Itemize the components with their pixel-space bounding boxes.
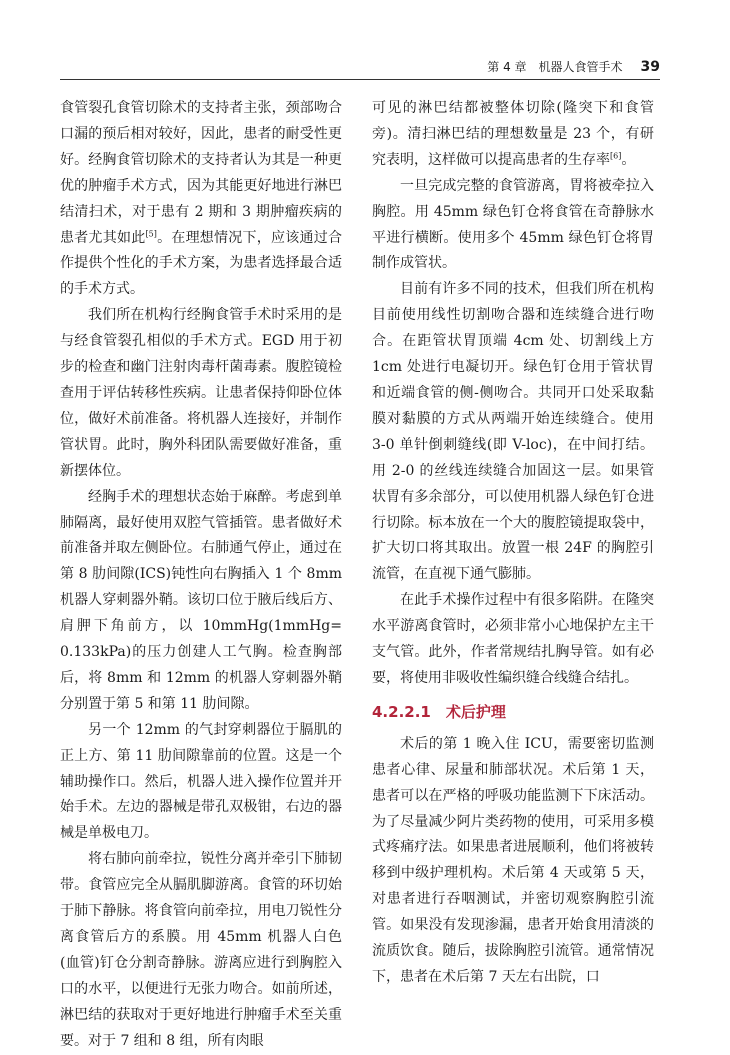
paragraph: 另一个 12mm 的气封穿刺器位于膈肌的正上方、第 11 肋间隙靠前的位置。这是一个辅助操作口。然后，机器人进入操作位置并开始手术。左边的器械是带孔双极钳，右边的器械是单极电刀。 (60, 721, 342, 842)
chapter-title: 第 4 章 机器人食管手术 (487, 60, 623, 74)
paragraph: 可见的淋巴结都被整体切除(隆突下和食管旁)。清扫淋巴结的理想数量是 23 个，有研究表明，这样做可以提高患者的生存率[6]。 (372, 100, 654, 168)
running-header (60, 46, 660, 80)
page-number: 39 (640, 59, 660, 75)
paragraph: 经胸手术的理想状态始于麻醉。考虑到单肺隔离，最好使用双腔气管插管。患者做好术前准备并取左侧卧位。右肺通气停止，通过在第 8 肋间隙(ICS)钝性向右胸插入 1 个 8mm 机器人穿刺器外鞘。该切口位于腋后线后方、肩胛下角前方，以 10mmHg(1mmHg= 0.133kPa)的压力创建人工气胸。检查胸部后，将 8mm 和 12mm 的机器人穿刺器外鞘分别置于第 5 和第 11 肋间隙。 (60, 488, 342, 712)
paragraph: 食管裂孔食管切除术的支持者主张，颈部吻合口漏的预后相对较好，因此，患者的耐受性更好。经胸食管切除术的支持者认为其是一种更优的肿瘤手术方式，因为其能更好地进行淋巴结清扫术，对于患有 2 期和 3 期肿瘤疾病的患者尤其如此[5]。在理想情况下，应该通过合作提供个性化的手术方案，为患者选择最合适的手术方式。 (60, 100, 343, 298)
paragraph: 术后的第 1 晚入住 ICU，需要密切监测患者心律、尿量和肺部状况。术后第 1 天，患者可以在严格的呼吸功能监测下下床活动。为了尽量减少阿片类药物的使用，可采用多模式疼痛疗法。如果患者进展顺利，他们将被转移到中级护理机构。术后第 4 天或第 5 天，对患者进行吞咽测试，并密切观察胸腔引流管。如果没有发现渗漏，患者开始食用清淡的流质饮食。随后，拔除胸腔引流管。通常情况下，患者在术后第 7 天左右出院，口 (372, 735, 654, 985)
right-column (372, 96, 654, 991)
left-column (60, 96, 342, 1055)
paragraph: 将右肺向前牵拉，锐性分离并牵引下肺韧带。食管应完全从膈肌脚游离。食管的环切始于肺下静脉。将食管向前牵拉，用电刀锐性分离食管后方的系膜。用 45mm 机器人白色(血管)钉仓分割奇静脉。游离应进行到胸腔入口的水平，以便进行无张力吻合。如前所述，淋巴结的获取对于更好地进行肿瘤手术至关重要。对于 7 组和 8 组，所有肉眼 (60, 851, 342, 1049)
paragraph: 目前有许多不同的技术，但我们所在机构目前使用线性切割吻合器和连续缝合进行吻合。在距管状胃顶端 4cm 处、切割线上方 1cm 处进行电凝切开。绿色钉仓用于管状胃和近端食管的侧-侧吻合。共同开口处采取黏膜对黏膜的方式从两端开始连续缝合。使用 3-0 单针倒刺缝线(即 V-loc)，在中间打结。用 2-0 的丝线连续缝合加固这一层。如果管状胃有多余部分，可以使用机器人绿色钉仓进行切除。标本放在一个大的腹腔镜提取袋中，扩大切口将其取出。放置一根 24F 的胸腔引流管，在直视下通气膨肺。 (372, 281, 654, 583)
paragraph: 在此手术操作过程中有很多陷阱。在隆突水平游离食管时，必须非常小心地保护左主干支气管。此外，作者常规结扎胸导管。如有必要，将使用非吸收性编织缝合线缝合结扎。 (372, 592, 654, 686)
section-heading: 4.2.2.1 术后护理 (372, 702, 506, 721)
paragraph: 我们所在机构行经胸食管手术时采用的是与经食管裂孔相似的手术方式。EGD 用于初步的检查和幽门注射肉毒杆菌毒素。腹腔镜检查用于评估转移性疾病。让患者保持仰卧位体位，做好术前准备。将机器人连接好，并制作管状胃。此时，胸外科团队需要做好准备，重新摆体位。 (60, 307, 342, 479)
citation: [5] (145, 228, 157, 238)
citation: [6] (610, 151, 622, 161)
paragraph: 一旦完成完整的食管游离，胃将被牵拉入胸腔。用 45mm 绿色钉仓将食管在奇静脉水平进行横断。使用多个 45mm 绿色钉仓将胃制作成管状。 (372, 177, 654, 272)
